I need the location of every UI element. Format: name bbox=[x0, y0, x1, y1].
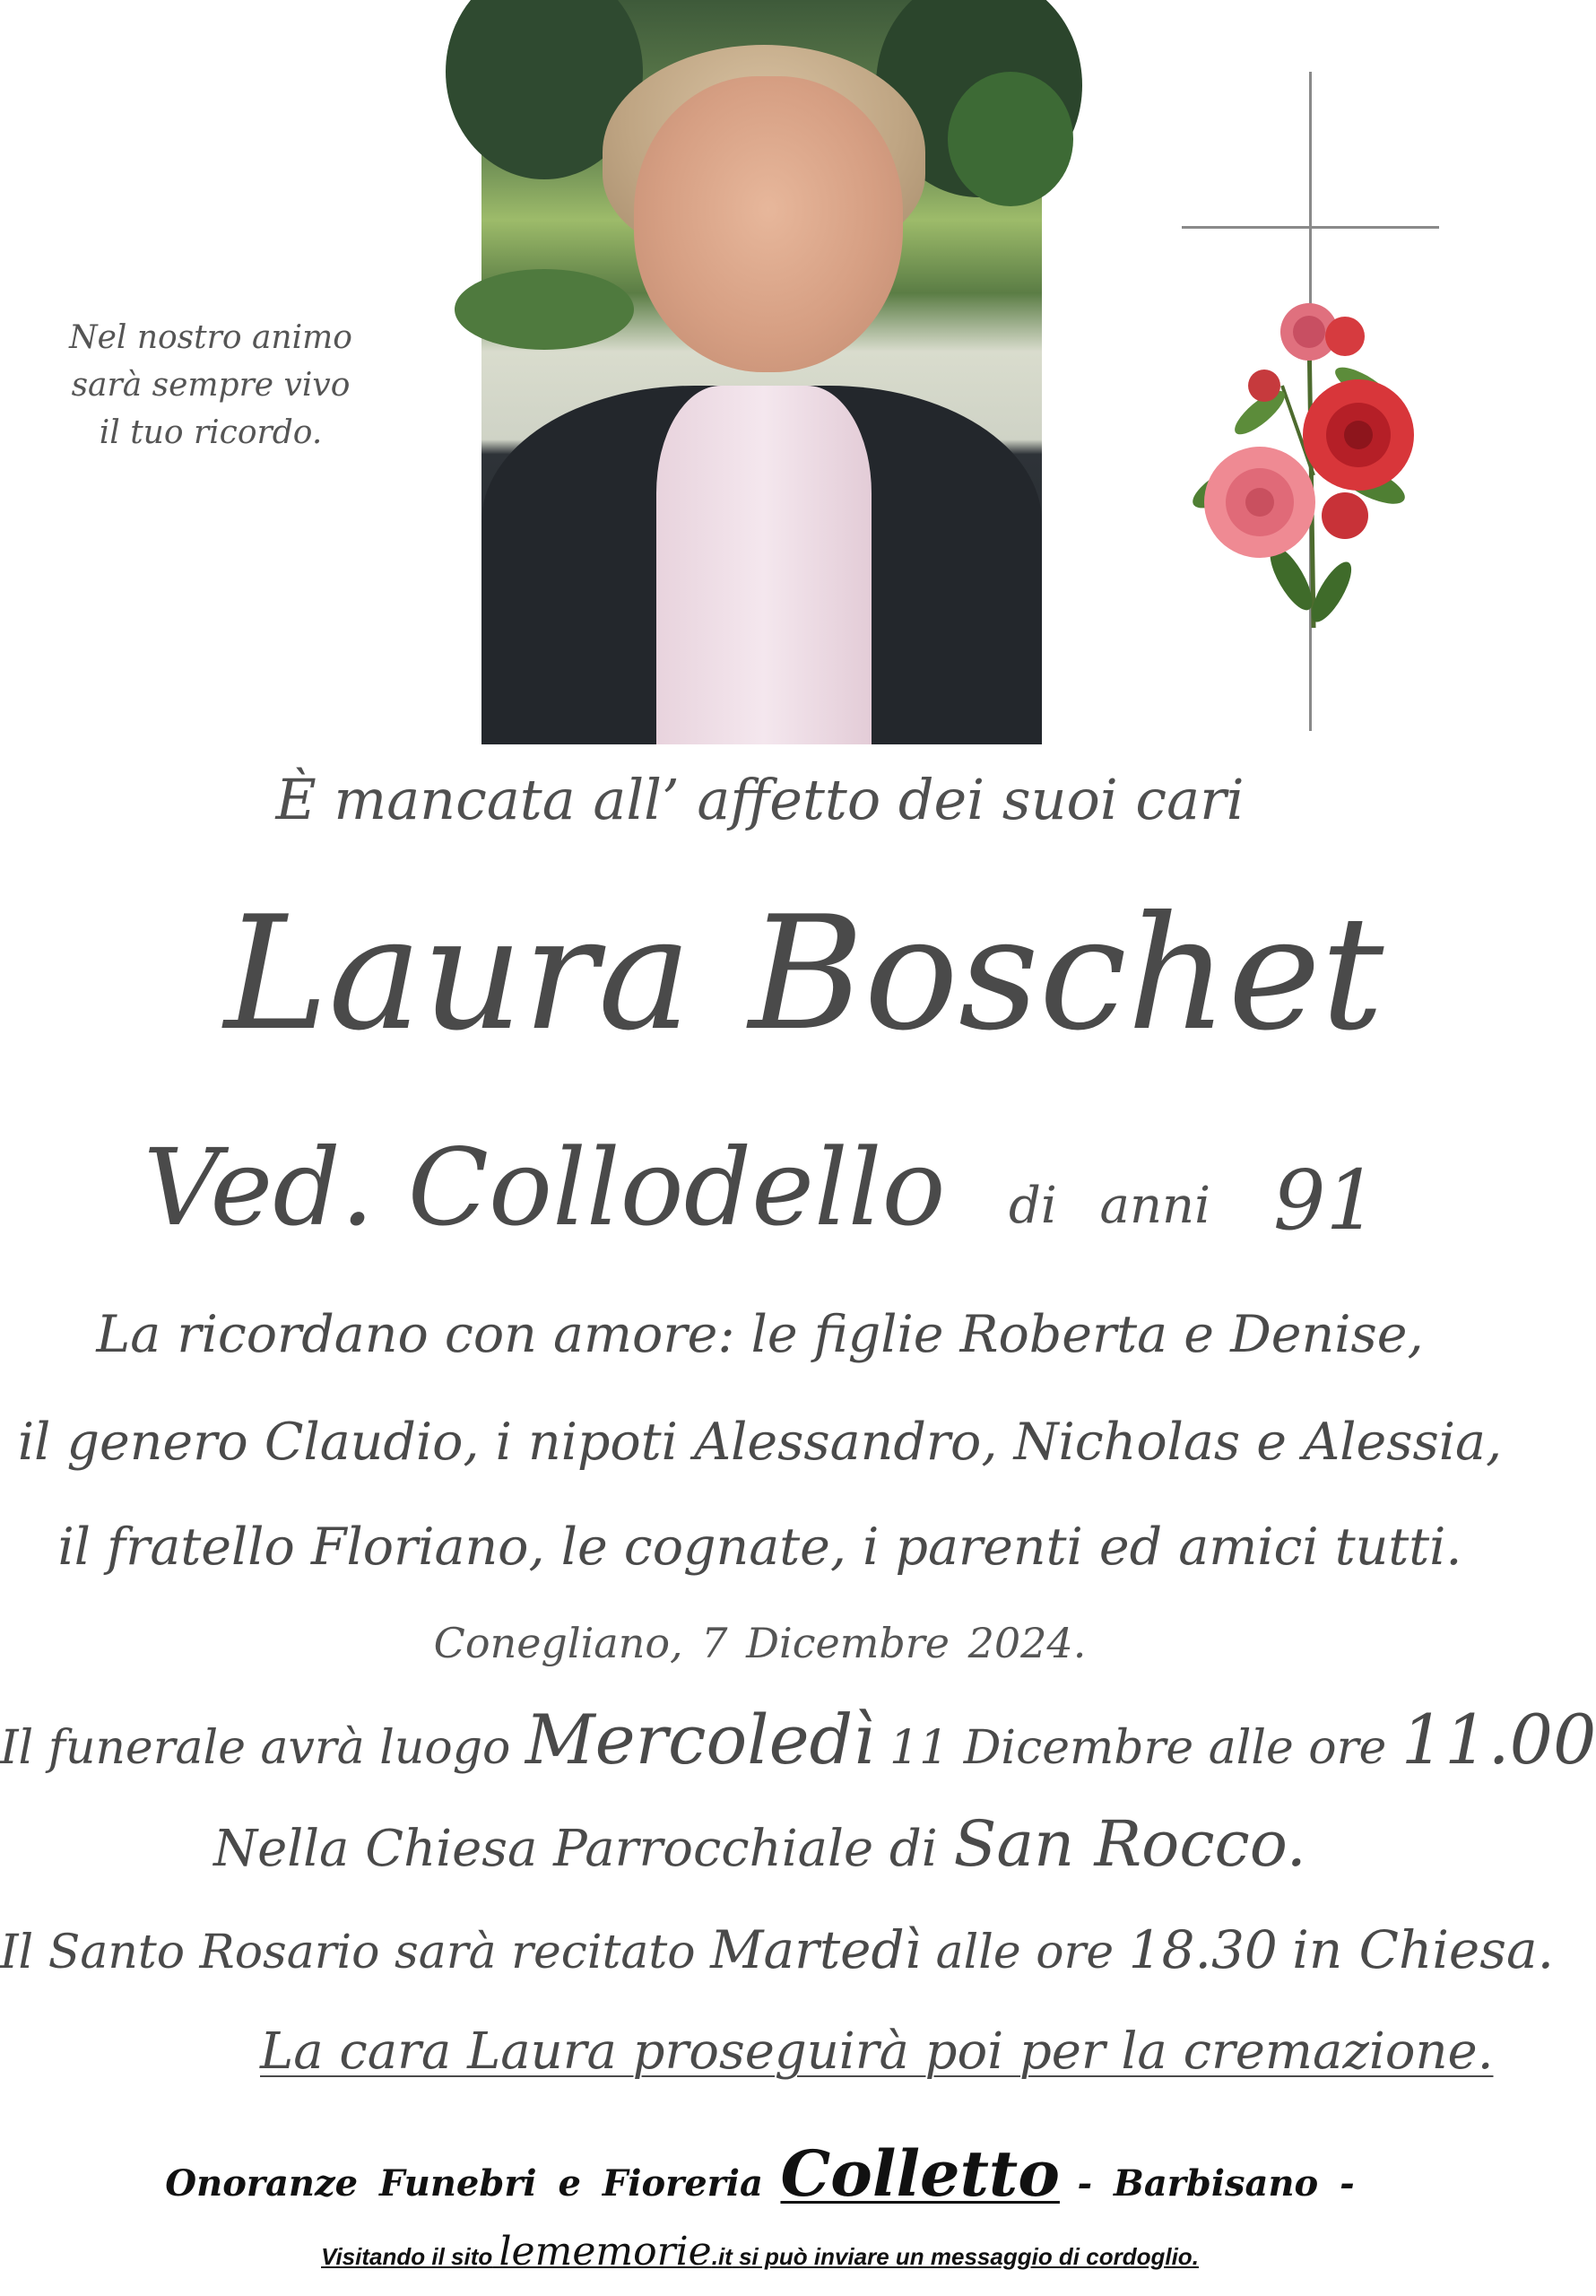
family-line-2: il genero Claudio, i nipoti Alessandro, Nicholas e Alessia, bbox=[17, 1413, 1503, 1472]
agency-brand: Colletto bbox=[780, 2136, 1060, 2211]
rosary-time: 18.30 bbox=[1128, 1919, 1278, 1980]
widow-of: Ved. Collodello bbox=[143, 1126, 946, 1249]
website-suffix: si può inviare un messaggio di cordoglio. bbox=[739, 2243, 1199, 2270]
family-line-3: il fratello Floriano, le cognate, i parenti ed amici tutti. bbox=[57, 1518, 1462, 1577]
website-link[interactable] bbox=[499, 2229, 711, 2274]
website-domain: .it bbox=[711, 2243, 733, 2270]
age-value: 91 bbox=[1273, 1152, 1379, 1248]
rosary-day: Martedì bbox=[710, 1919, 922, 1980]
memorial-quote bbox=[54, 314, 368, 457]
website-prefix: Visitando il sito bbox=[321, 2243, 493, 2270]
funeral-info bbox=[0, 1700, 1596, 1779]
portrait-photo bbox=[481, 0, 1042, 733]
church-prefix: Nella Chiesa Parrocchiale di bbox=[213, 1820, 938, 1878]
funeral-day: Mercoledì bbox=[525, 1700, 875, 1779]
quote-line-1: Nel nostro animo bbox=[69, 319, 352, 356]
first-name: Laura bbox=[224, 883, 692, 1065]
funeral-date: 11 Dicembre alle ore bbox=[889, 1721, 1387, 1775]
cremation-note: La cara Laura proseguirà poi per la cremazione. bbox=[260, 2022, 1494, 2081]
funeral-time: 11.00 bbox=[1401, 1700, 1596, 1779]
age-label: di anni bbox=[1009, 1177, 1210, 1235]
cross-bar bbox=[1182, 226, 1439, 229]
roses-icon bbox=[1175, 296, 1435, 628]
place-date: Conegliano, 7 Dicembre 2024. bbox=[433, 1619, 1087, 1667]
rosary-middle: alle ore bbox=[935, 1926, 1115, 1979]
quote-line-3: il tuo ricordo. bbox=[99, 414, 323, 451]
rosary-suffix: in Chiesa. bbox=[1292, 1919, 1555, 1980]
agency-suffix: - Barbisano - bbox=[1077, 2162, 1355, 2205]
last-name: Boschet bbox=[749, 883, 1384, 1065]
website-name: lememorie bbox=[499, 2229, 712, 2274]
rosary-prefix: Il Santo Rosario sarà recitato bbox=[0, 1926, 696, 1979]
funeral-prefix: Il funerale avrà luogo bbox=[0, 1721, 511, 1775]
church-info bbox=[0, 1807, 1520, 1881]
agency-prefix: Onoranze Funebri e Fioreria bbox=[165, 2162, 763, 2205]
rosary-info bbox=[0, 1919, 1555, 1980]
website-note bbox=[0, 2229, 1520, 2274]
church-name: San Rocco. bbox=[953, 1807, 1306, 1881]
family-line-1: La ricordano con amore: le figlie Roberta e Denise, bbox=[96, 1305, 1424, 1364]
funeral-agency bbox=[0, 2136, 1520, 2211]
quote-line-2: sarà sempre vivo bbox=[71, 367, 351, 404]
intro-line: È mancata all’ affetto dei suoi cari bbox=[275, 767, 1245, 832]
